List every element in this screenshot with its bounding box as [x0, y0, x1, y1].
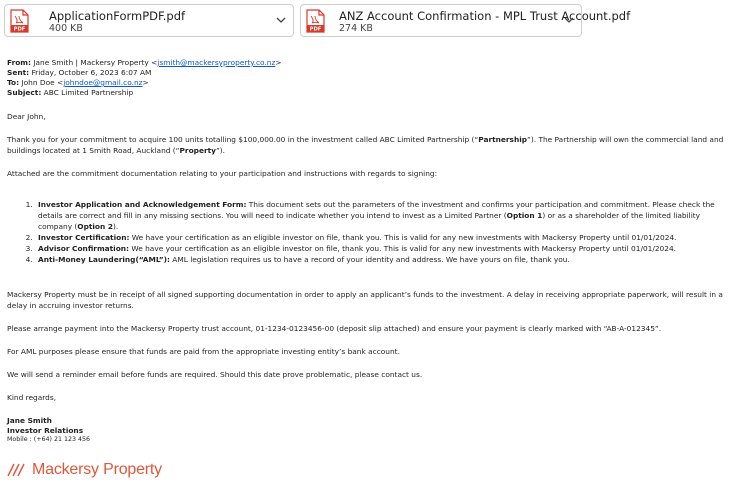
- closing: Kind regards,: [7, 393, 57, 402]
- signature-block: [7, 416, 735, 445]
- chevron-down-icon[interactable]: [563, 14, 575, 26]
- list-item: [35, 199, 735, 232]
- intro-text-3: ”).: [215, 146, 226, 155]
- from-line: [7, 58, 735, 68]
- intro-bold-partnership: Partnership: [478, 135, 528, 144]
- brand-name: Mackersy Property: [32, 461, 162, 478]
- attachment-name: ANZ Account Confirmation - MPL Trust Account.pdf: [339, 9, 631, 23]
- brand-logo: [7, 461, 162, 479]
- to-close: >: [142, 78, 149, 87]
- attachment-name: ApplicationFormPDF.pdf: [49, 9, 186, 23]
- sent-label: Sent:: [7, 68, 30, 77]
- list-item-text: AML legislation requires us to have a record of your identity and address. We have yours on file, thank you.: [169, 255, 570, 264]
- paragraph-receipt: Mackersy Property must be in receipt of all signed supporting documentation in order to apply an applicant’s funds to the investment. A delay in receiving appropriate paperwork, will result in a delay in accruing investor returns.: [7, 290, 723, 310]
- list-item-text: We have your certification as an eligible investor on file, thank you. This is valid for any new investments with Mackersy Property until 01/01/2024.: [129, 244, 677, 253]
- subject-value: ABC Limited Partnership: [43, 88, 134, 97]
- paragraph-aml: For AML purposes please ensure that funds are paid from the appropriate investing entity’s bank account.: [7, 347, 400, 356]
- paragraph-intro: [7, 134, 735, 156]
- list-item-title: Advisor Confirmation:: [38, 244, 129, 253]
- list-item-title: Investor Certification:: [38, 233, 130, 242]
- list-item-text: This document sets out the parameters of the investment and confirms your participation and commitment. Please check the details are correct and fill in any missing sections. You will need to indicate whether you intend to invest as a Limited Partner (: [38, 200, 715, 220]
- subject-label: Subject:: [7, 88, 42, 97]
- to-email-link[interactable]: johndoe@gmail.co.nz: [63, 78, 143, 87]
- intro-bold-property: Property: [179, 146, 216, 155]
- from-name: Jane Smith | Mackersy Property <: [33, 58, 158, 67]
- paragraph-attached: Attached are the commitment documentation relating to your participation and instructions with regards to signing:: [7, 169, 438, 178]
- pdf-icon: [306, 9, 325, 33]
- pdf-icon: [10, 9, 29, 33]
- list-item-title: Investor Application and Acknowledgement Form:: [38, 200, 247, 209]
- to-name: John Doe <: [21, 78, 64, 87]
- chevron-down-icon[interactable]: [275, 14, 287, 26]
- list-item: [35, 232, 735, 243]
- from-close: >: [275, 58, 282, 67]
- pdf-badge-label: PDF: [309, 26, 322, 33]
- list-item-title: Anti-Money Laundering(“AML”):: [38, 255, 170, 264]
- from-label: From:: [7, 58, 31, 67]
- attachment-card-2[interactable]: [300, 4, 631, 37]
- sent-value: Friday, October 6, 2023 6:07 AM: [31, 68, 152, 77]
- attachment-size: 400 KB: [49, 23, 83, 34]
- attachment-card-1[interactable]: [4, 4, 294, 37]
- to-line: [7, 78, 735, 88]
- paragraph-payment: Please arrange payment into the Mackersy Property trust account, 01-1234-0123456-00 (deposit slip attached) and ensure your payment is clearly marked with “AB-A-012345”.: [7, 324, 662, 333]
- greeting: Dear John,: [7, 112, 46, 121]
- list-item-text: ) or as a shareholder of the limited liability company (: [38, 211, 701, 231]
- email-body: [7, 58, 735, 445]
- list-item: [35, 243, 735, 254]
- list-item-text: ).: [113, 222, 119, 231]
- intro-text-1: Thank you for your commitment to acquire 100 units totalling $100,000.00 in the investment called ABC Limited Partnership (“: [7, 135, 479, 144]
- brand-slash-icon: [7, 463, 29, 477]
- signature-name: Jane Smith: [7, 416, 52, 425]
- paragraph-reminder: We will send a reminder email before funds are required. Should this date prove problematic, please contact us.: [7, 370, 423, 379]
- email-header: [7, 58, 735, 98]
- from-email-link[interactable]: jsmith@mackersyproperty.co.nz: [157, 58, 276, 67]
- subject-line: [7, 88, 735, 98]
- signature-role: Investor Relations: [7, 425, 84, 435]
- signature-mobile: Mobile : (+64) 21 123 456: [7, 436, 91, 443]
- list-item: [35, 254, 735, 265]
- option-1-label: Option 1: [506, 211, 543, 220]
- to-label: To:: [7, 78, 20, 87]
- pdf-badge-label: PDF: [13, 26, 26, 33]
- sent-line: [7, 68, 735, 78]
- intro-text-2: ”). The Partnership will own the commercial land and buildings located at 1 Smith Road, Auckland (“: [7, 135, 724, 155]
- document-list: [7, 199, 735, 265]
- list-item-text: We have your certification as an eligible investor on file, thank you. This is valid for any new investments with Mackersy Property until 01/01/2024.: [129, 233, 677, 242]
- attachment-size: 274 KB: [339, 23, 373, 34]
- option-2-label: Option 2: [77, 222, 113, 231]
